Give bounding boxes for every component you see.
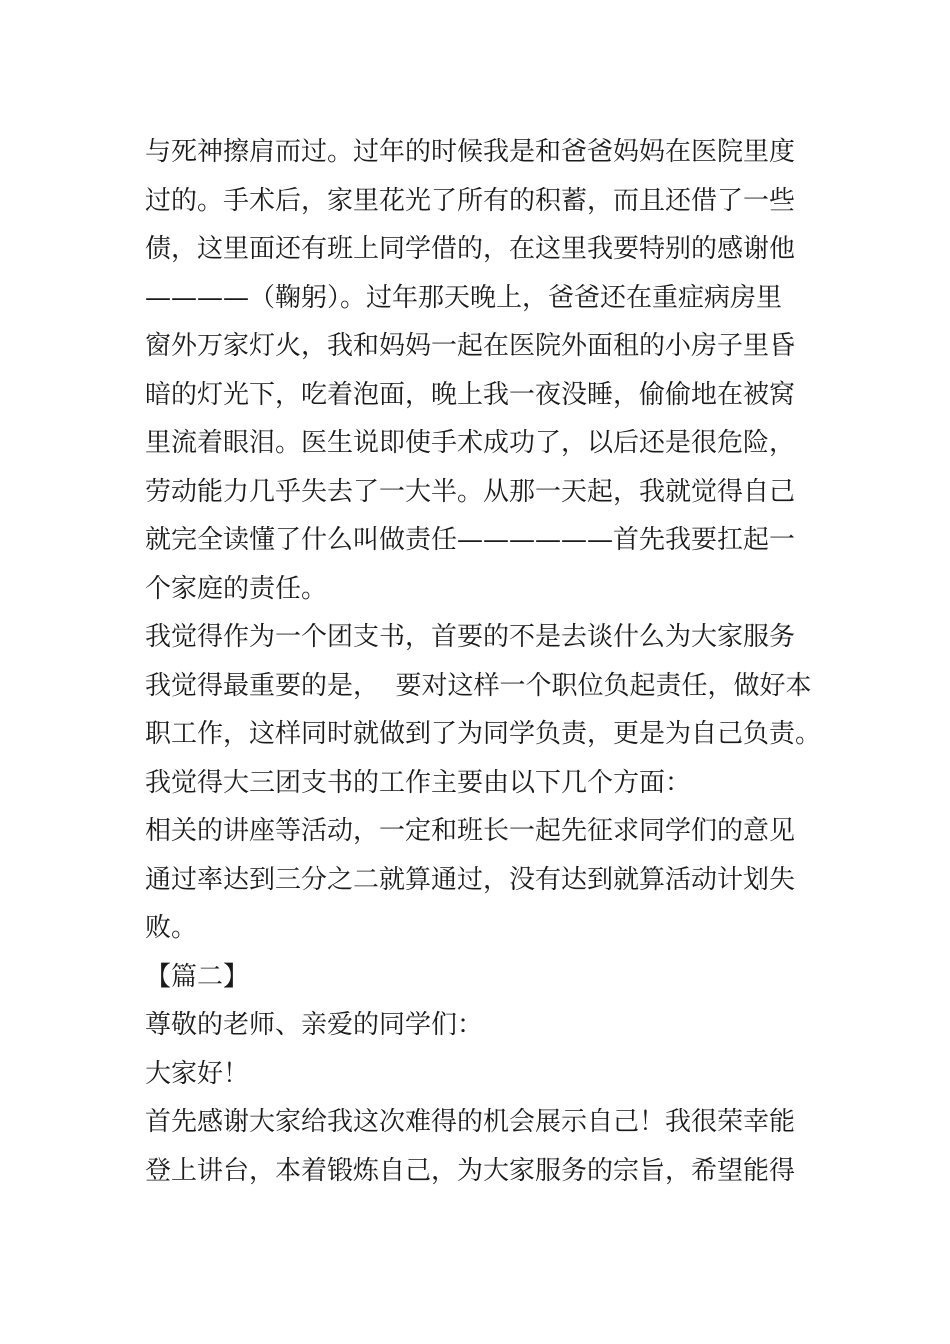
text-line: 首先感谢大家给我这次难得的机会展示自己！我很荣幸能 — [145, 1107, 796, 1137]
section-heading: 【篇二】 — [145, 961, 250, 992]
greeting: 大家好！ — [145, 1058, 250, 1089]
text-line: 我觉得作为一个团支书，首要的不是去谈什么为大家服务 — [145, 622, 796, 652]
text-line: 窗外万家灯火，我和妈妈一起在医院外面租的小房子里昏 — [145, 331, 796, 361]
text-line: 个家庭的责任。 — [145, 573, 328, 604]
text-line: ————（鞠躬）。过年那天晚上，爸爸还在重症病房里 — [145, 282, 783, 313]
text-line: 就完全读懂了什么叫做责任——————首先我要扛起一 — [145, 525, 796, 555]
text-line: 里流着眼泪。医生说即使手术成功了，以后还是很危险， — [145, 428, 796, 458]
text-line: 暗的灯光下，吃着泡面，晚上我一夜没睡，偷偷地在被窝 — [145, 379, 796, 410]
text-line: 债，这里面还有班上同学借的，在这里我要特别的感谢他 — [145, 234, 796, 264]
text-line: 过的。手术后，家里花光了所有的积蓄，而且还借了一些 — [145, 185, 796, 216]
document-body — [145, 128, 825, 1195]
text-line: 职工作，这样同时就做到了为同学负责，更是为自己负责。 — [145, 719, 822, 749]
text-line: 相关的讲座等活动，一定和班长一起先征求同学们的意见 — [145, 816, 796, 846]
text-line: 劳动能力几乎失去了一大半。从那一天起，我就觉得自己 — [145, 476, 796, 507]
text-line: 我觉得大三团支书的工作主要由以下几个方面： — [145, 767, 692, 798]
text-line: 与死神擦肩而过。过年的时候我是和爸爸妈妈在医院里度 — [145, 137, 796, 167]
salutation: 尊敬的老师、亲爱的同学们： — [145, 1010, 484, 1040]
text-line: 登上讲台，本着锻炼自己，为大家服务的宗旨，希望能得 — [145, 1155, 796, 1186]
text-line: 败。 — [145, 913, 198, 943]
text-line: 通过率达到三分之二就算通过，没有达到就算活动计划失 — [145, 864, 796, 895]
text-line: 我觉得最重要的是， 要对这样一个职位负起责任，做好本 — [145, 670, 812, 701]
